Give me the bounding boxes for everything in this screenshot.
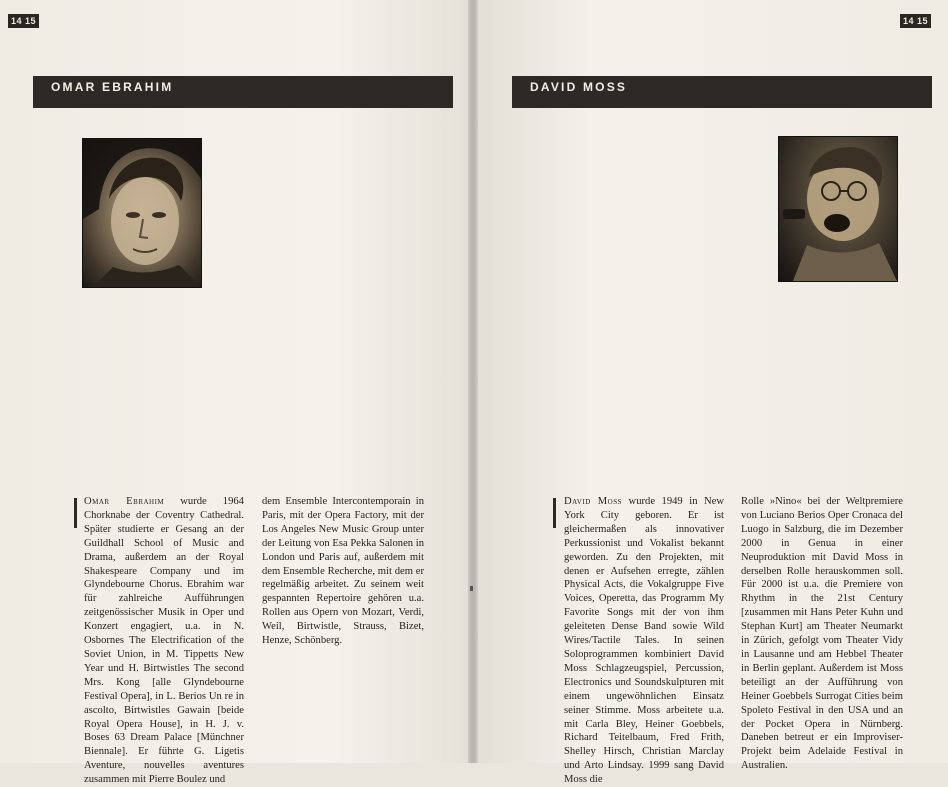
portrait-david-moss [778,136,898,282]
heading-bar-omar-ebrahim [33,76,453,108]
paragraph-marker-right [553,498,556,528]
heading-david-moss: DAVID MOSS [530,80,628,94]
bio-omar-ebrahim-column-1 [84,495,244,787]
bio-text-david-moss-2: Rolle »Nino« bei der Weltpremiere von Luciano Berios Oper Cronaca del Luogo in Salzburg, die im Dezember 2000 in Genua in einer Neuproduktion mit David Moss in derselben Rolle herauskommen soll. Für 2000 ist u.a. die Premiere von Rhythm in the 21st Century [zusammen mit Hans Peter Kuhn und Stephan Kurt] am Theater Neumarkt in Zürich, gefolgt vom Theater Vidy in Lausanne und am Hebbel Theater in Berlin geplant. Außerdem ist Moss beteiligt an der Aufführung von Heiner Goebbels Surrogat Cities beim Spoleto Festival in den USA und an der Pocket Opera in Nürnberg. Daneben betreut er ein Improviser-Projekt beim Adelaide Festival in Australien. [741,496,903,772]
bio-name-david-moss: David Moss [564,496,623,507]
heading-bar-david-moss [512,76,932,108]
paragraph-marker-left [74,498,77,528]
bio-name-omar-ebrahim: Omar Ebrahim [84,496,165,507]
bio-omar-ebrahim-column-2 [262,495,424,648]
bio-david-moss-column-2 [741,495,903,773]
bio-text-david-moss-1: wurde 1949 in New York City geboren. Er ist gleichermaßen als innovativer Perkussionist und Vokalist bekannt geworden. Zu den Projekten, mit denen er Aufsehen erregte, zählen Physical Acts, die Vokalgruppe Five Voices, Operetta, das Programm My Favorite Songs mit der von ihm geleiteten Dense Band sowie Wild Wires/Tactile Tales. In seinen Soloprogrammen kombiniert David Moss Schlagzeugspiel, Percussion, Electronics und Soundskulpturen mit einem ungewöhnlichen Einsatz seiner Stimme. Moss arbeitete u.a. mit Carla Bley, Heiner Goebbels, Richard Teitelbaum, Fred Frith, Shelley Hirsch, Christian Marclay und Arto Lindsay. 1999 sang David Moss die [564,496,725,786]
portrait-david-moss-image [779,137,897,281]
portrait-omar-ebrahim-image [83,139,201,287]
bio-text-omar-ebrahim-1: wurde 1964 Chorknabe der Coventry Cathedral. Später studierte er Gesang an der Guildhall School of Music and Drama, außerdem an der Royal Shakespeare Company und im Glyndebourne Chorus. Ebrahim war für zahlreiche Aufführungen zeitgenössischer Musik in Oper und Konzert engagiert, u.a. in N. Osbornes The Electrification of the Soviet Union, in M. Tippetts New Year und H. Birtwistles The second Mrs. Kong [alle Glyndebourne Festival Opera], in L. Berios Un re in ascolto, Birtwistles Gawain [beide Royal Opera House], in H. J. v. Boses 63 Dream Palace [Münchner Biennale]. Er führte G. Ligetis Aventure, nouvelles aventures zusammen mit Pierre Boulez und [84,496,244,786]
bio-david-moss-column-1 [564,495,724,787]
gutter-mark [470,586,473,591]
page-number-right: 14 15 [900,14,931,28]
page-number-left: 14 15 [8,14,39,28]
heading-omar-ebrahim: OMAR EBRAHIM [51,80,174,94]
bio-text-omar-ebrahim-2: dem Ensemble Intercontemporain in Paris, mit der Opera Factory, mit der Los Angeles New Music Group unter der Leitung von Esa Pekka Salonen in London und Paris auf, außerdem mit dem Ensemble Recherche, mit dem er regelmäßig arbeitet. Zu seinem weit gespannten Repertoire gehören u.a. Rollen aus Opern von Mozart, Verdi, Weil, Birtwistle, Strauss, Bizet, Henze, Schönberg. [262,496,424,647]
portrait-omar-ebrahim [82,138,202,288]
page-gutter [468,0,478,763]
